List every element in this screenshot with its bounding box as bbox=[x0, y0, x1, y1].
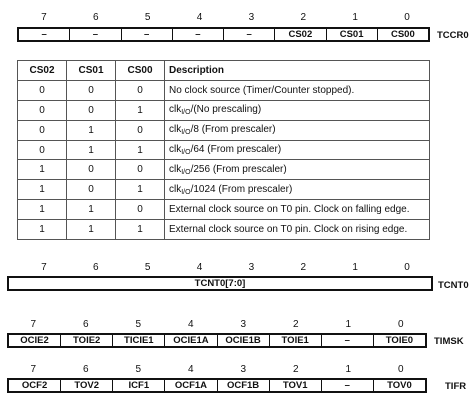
table-row bbox=[18, 140, 430, 160]
cell-cs00: 1 bbox=[116, 140, 165, 160]
clk-text: clk bbox=[169, 104, 182, 116]
tifr-bit-4: OCF1A bbox=[164, 380, 216, 391]
tifr-bit-numbers bbox=[7, 364, 427, 376]
tccr0-bit-1: CS01 bbox=[326, 29, 377, 40]
cell-cs01: 1 bbox=[67, 120, 116, 140]
bit-number: 2 bbox=[292, 319, 299, 330]
bit-number: 7 bbox=[30, 364, 37, 375]
bit-number: 1 bbox=[345, 364, 352, 375]
cell-cs01: 1 bbox=[67, 140, 116, 160]
cell-description bbox=[165, 140, 430, 160]
table-row bbox=[18, 100, 430, 120]
cell-cs00: 1 bbox=[116, 100, 165, 120]
bit-number: 4 bbox=[187, 364, 194, 375]
clock-select-table bbox=[17, 60, 430, 240]
bit-number: 1 bbox=[352, 262, 358, 273]
bit-number: 3 bbox=[240, 364, 247, 375]
cell-cs02: 0 bbox=[18, 140, 67, 160]
bit-number: 6 bbox=[82, 364, 89, 375]
bit-number: 5 bbox=[144, 262, 151, 273]
tccr0-bit-3: – bbox=[223, 29, 274, 40]
cell-cs00: 0 bbox=[116, 80, 165, 100]
tifr-bit-3: OCF1B bbox=[217, 380, 269, 391]
bit-number: 3 bbox=[248, 12, 255, 23]
tifr-register-name: TIFR bbox=[445, 381, 467, 392]
bit-number: 6 bbox=[82, 319, 89, 330]
table-row bbox=[18, 160, 430, 180]
tccr0-bit-4: – bbox=[172, 29, 223, 40]
tcnt0-value-field: TCNT0[7:0] bbox=[194, 278, 246, 289]
bit-number: 4 bbox=[196, 12, 203, 23]
timsk-bit-0: TOIE0 bbox=[373, 335, 425, 346]
tccr0-bit-6: – bbox=[69, 29, 120, 40]
clk-subscript: I/O bbox=[181, 149, 191, 156]
table-row bbox=[18, 200, 430, 220]
cell-description: No clock source (Timer/Counter stopped). bbox=[165, 80, 430, 100]
timsk-bit-3: OCIE1B bbox=[217, 335, 269, 346]
bit-number: 7 bbox=[41, 262, 47, 273]
clk-suffix: /64 (From prescaler) bbox=[190, 144, 282, 155]
cell-description bbox=[165, 180, 430, 200]
bit-number: 2 bbox=[300, 262, 307, 273]
cell-description bbox=[165, 120, 430, 140]
cell-cs02: 0 bbox=[18, 80, 67, 100]
cell-description bbox=[165, 160, 430, 180]
bit-number: 6 bbox=[93, 12, 99, 23]
cell-cs00: 1 bbox=[116, 180, 165, 200]
timsk-bit-2: TOIE1 bbox=[269, 335, 321, 346]
tifr-bit-2: TOV1 bbox=[269, 380, 321, 391]
clk-subscript: I/O bbox=[181, 109, 191, 117]
tccr0-bit-2: CS02 bbox=[274, 29, 325, 40]
cell-cs00: 0 bbox=[116, 200, 165, 220]
tifr-bit-1: – bbox=[321, 380, 373, 391]
cell-description bbox=[165, 100, 430, 120]
tifr-bit-7: OCF2 bbox=[21, 380, 48, 391]
bit-number: 5 bbox=[135, 319, 142, 330]
tifr-bit-5: ICF1 bbox=[112, 380, 164, 391]
clk-subscript: I/O bbox=[181, 188, 191, 196]
cell-description: External clock source on T0 pin. Clock on rising edge. bbox=[165, 220, 430, 240]
bit-number: 0 bbox=[404, 12, 410, 23]
cell-cs02: 1 bbox=[18, 200, 67, 220]
clk-text: clk bbox=[169, 163, 182, 175]
timsk-bit-1: – bbox=[321, 335, 373, 346]
table-row bbox=[18, 120, 430, 140]
bit-number: 7 bbox=[41, 12, 47, 23]
tccr0-register-name: TCCR0 bbox=[437, 30, 469, 41]
bit-number: 2 bbox=[300, 12, 307, 23]
clk-text: clk bbox=[169, 124, 182, 136]
clk-suffix: /256 (From prescaler) bbox=[190, 163, 287, 175]
cell-cs00: 0 bbox=[116, 120, 165, 140]
tcnt0-bit-numbers bbox=[18, 262, 433, 274]
tifr-bit-6: TOV2 bbox=[60, 380, 112, 391]
bit-number: 4 bbox=[187, 319, 194, 330]
table-row bbox=[18, 180, 430, 200]
tccr0-bit-numbers bbox=[18, 12, 433, 24]
header-cs01: CS01 bbox=[67, 61, 116, 81]
bit-number: 0 bbox=[397, 364, 404, 375]
cell-cs00: 0 bbox=[116, 160, 165, 180]
header-cs00: CS00 bbox=[116, 61, 165, 81]
cell-cs02: 1 bbox=[18, 160, 67, 180]
table-header-row bbox=[18, 61, 430, 81]
cell-cs02: 1 bbox=[18, 220, 67, 240]
timsk-bit-7: OCIE2 bbox=[20, 335, 49, 346]
cell-cs02: 0 bbox=[18, 100, 67, 120]
table-row bbox=[18, 220, 430, 240]
bit-number: 2 bbox=[292, 364, 299, 375]
header-description: Description bbox=[165, 61, 430, 81]
bit-number: 5 bbox=[144, 12, 151, 23]
timsk-register-name: TIMSK bbox=[434, 336, 464, 347]
timsk-register bbox=[7, 333, 427, 348]
cell-cs02: 1 bbox=[18, 180, 67, 200]
tccr0-bit-5: – bbox=[121, 29, 172, 40]
bit-number: 1 bbox=[352, 12, 358, 23]
timsk-bit-5: TICIE1 bbox=[112, 335, 164, 346]
bit-number: 0 bbox=[404, 262, 410, 273]
tifr-register bbox=[7, 378, 427, 393]
bit-number: 5 bbox=[135, 364, 142, 375]
header-cs02: CS02 bbox=[18, 61, 67, 81]
cell-cs01: 0 bbox=[67, 100, 116, 120]
clk-suffix: /(No prescaling) bbox=[190, 104, 262, 116]
timsk-bit-6: TOIE2 bbox=[60, 335, 112, 346]
clk-text: clk bbox=[169, 144, 182, 155]
tccr0-bit-0: CS00 bbox=[377, 29, 428, 40]
cell-cs01: 0 bbox=[67, 160, 116, 180]
timsk-bit-4: OCIE1A bbox=[164, 335, 216, 346]
clk-subscript: I/O bbox=[181, 129, 191, 137]
tccr0-bit-7: – bbox=[41, 29, 47, 40]
table-row bbox=[18, 80, 430, 100]
cell-cs00: 1 bbox=[116, 220, 165, 240]
cell-cs01: 1 bbox=[67, 200, 116, 220]
bit-number: 0 bbox=[397, 319, 404, 330]
cell-cs01: 1 bbox=[67, 220, 116, 240]
clk-suffix: /1024 (From prescaler) bbox=[190, 183, 293, 195]
bit-number: 6 bbox=[93, 262, 99, 273]
timsk-bit-numbers bbox=[7, 319, 427, 331]
bit-number: 1 bbox=[345, 319, 352, 330]
cell-cs01: 0 bbox=[67, 180, 116, 200]
clk-subscript: I/O bbox=[181, 168, 191, 176]
tccr0-register bbox=[17, 27, 430, 42]
bit-number: 4 bbox=[196, 262, 203, 273]
cell-cs02: 0 bbox=[18, 120, 67, 140]
clk-suffix: /8 (From prescaler) bbox=[190, 124, 276, 136]
cell-cs01: 0 bbox=[67, 80, 116, 100]
bit-number: 3 bbox=[240, 319, 247, 330]
clk-text: clk bbox=[169, 183, 182, 195]
tcnt0-register bbox=[7, 276, 433, 291]
cell-description: External clock source on T0 pin. Clock on falling edge. bbox=[165, 200, 430, 220]
tcnt0-register-name: TCNT0 bbox=[438, 280, 469, 291]
bit-number: 7 bbox=[30, 319, 37, 330]
tifr-bit-0: TOV0 bbox=[373, 380, 425, 391]
bit-number: 3 bbox=[248, 262, 255, 273]
